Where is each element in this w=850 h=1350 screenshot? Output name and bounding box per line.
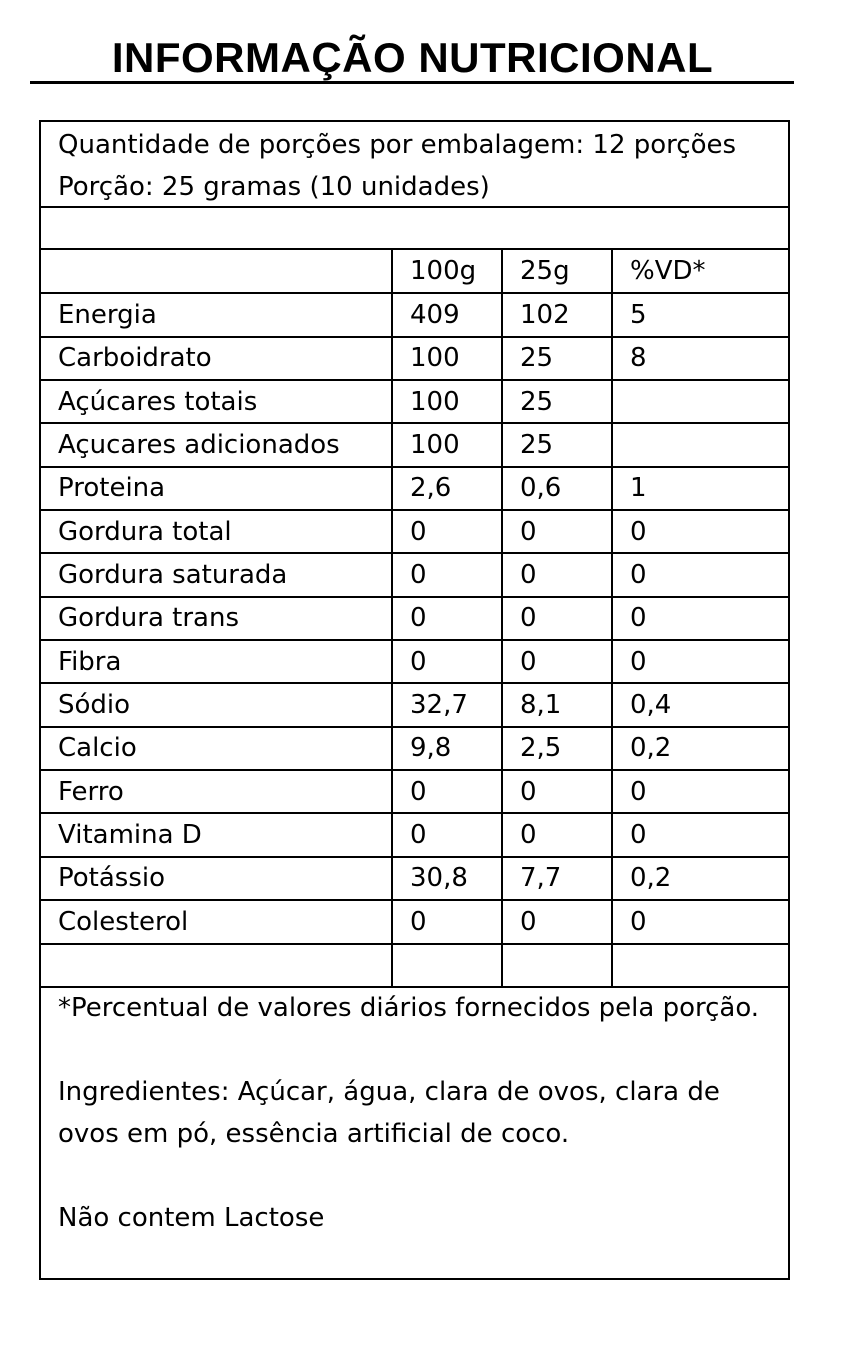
value-25g: 102	[502, 293, 612, 336]
value-100g: 0	[392, 597, 502, 640]
nutrient-name: Gordura trans	[41, 597, 392, 640]
column-header-nutrient	[41, 250, 392, 293]
table-row	[41, 727, 788, 770]
nutrient-name: Fibra	[41, 640, 392, 683]
lactose-note: Não contem Lactose	[58, 1203, 325, 1233]
nutrient-name: Proteina	[41, 467, 392, 510]
value-vd: 0	[612, 770, 788, 813]
empty-cell	[502, 944, 612, 987]
value-vd: 0	[612, 510, 788, 553]
value-25g: 0	[502, 510, 612, 553]
serving-size: Porção: 25 gramas (10 unidades)	[58, 172, 490, 202]
value-100g: 100	[392, 380, 502, 423]
value-25g: 7,7	[502, 857, 612, 900]
table-row	[41, 423, 788, 466]
vd-footnote: *Percentual de valores diários fornecidos pela porção.	[58, 993, 760, 1023]
value-vd	[612, 423, 788, 466]
nutrient-name: Ferro	[41, 770, 392, 813]
value-25g: 25	[502, 380, 612, 423]
value-25g: 0	[502, 597, 612, 640]
table-row	[41, 467, 788, 510]
value-25g: 25	[502, 423, 612, 466]
value-25g: 0	[502, 813, 612, 856]
value-100g: 0	[392, 900, 502, 943]
footer-notes	[41, 987, 788, 1239]
nutrition-facts-panel	[39, 120, 790, 1280]
value-25g: 0	[502, 553, 612, 596]
page-title: INFORMAÇÃO NUTRICIONAL	[111, 34, 714, 81]
value-100g: 32,7	[392, 683, 502, 726]
table-row	[41, 510, 788, 553]
value-25g: 0	[502, 770, 612, 813]
nutrient-name: Carboidrato	[41, 337, 392, 380]
table-row	[41, 683, 788, 726]
empty-cell	[392, 944, 502, 987]
table-row	[41, 293, 788, 336]
value-100g: 0	[392, 553, 502, 596]
value-vd: 0	[612, 597, 788, 640]
column-header-25g: 25g	[502, 250, 612, 293]
table-row	[41, 770, 788, 813]
value-100g: 30,8	[392, 857, 502, 900]
value-100g: 409	[392, 293, 502, 336]
value-100g: 9,8	[392, 727, 502, 770]
value-vd: 0,4	[612, 683, 788, 726]
spacer	[58, 1029, 771, 1071]
nutrient-name: Energia	[41, 293, 392, 336]
value-vd: 5	[612, 293, 788, 336]
table-header-row	[41, 250, 788, 293]
table-row	[41, 380, 788, 423]
empty-cell	[41, 944, 392, 987]
spacer	[58, 1155, 771, 1197]
value-vd	[612, 380, 788, 423]
empty-cell	[612, 944, 788, 987]
empty-table-row	[41, 944, 788, 987]
nutrition-table	[41, 250, 788, 988]
title-underline	[30, 81, 794, 84]
table-row	[41, 597, 788, 640]
table-row	[41, 337, 788, 380]
table-row	[41, 640, 788, 683]
value-vd: 0	[612, 900, 788, 943]
value-100g: 0	[392, 770, 502, 813]
value-25g: 0	[502, 640, 612, 683]
value-vd: 1	[612, 467, 788, 510]
table-row	[41, 813, 788, 856]
table-row	[41, 857, 788, 900]
value-25g: 8,1	[502, 683, 612, 726]
value-25g: 2,5	[502, 727, 612, 770]
nutrient-name: Potássio	[41, 857, 392, 900]
value-vd: 8	[612, 337, 788, 380]
value-25g: 0	[502, 900, 612, 943]
nutrient-name: Sódio	[41, 683, 392, 726]
nutrient-name: Açucares adicionados	[41, 423, 392, 466]
nutrient-name: Gordura total	[41, 510, 392, 553]
table-row	[41, 553, 788, 596]
nutrient-name: Gordura saturada	[41, 553, 392, 596]
table-row	[41, 900, 788, 943]
nutrient-name: Colesterol	[41, 900, 392, 943]
value-100g: 100	[392, 423, 502, 466]
nutrient-name: Calcio	[41, 727, 392, 770]
column-header-vd: %VD*	[612, 250, 788, 293]
ingredients-list: Ingredientes: Açúcar, água, clara de ovos, clara de ovos em pó, essência artificial de coco.	[58, 1077, 720, 1149]
value-vd: 0	[612, 553, 788, 596]
column-header-100g: 100g	[392, 250, 502, 293]
serving-info	[41, 122, 788, 208]
value-100g: 0	[392, 813, 502, 856]
value-100g: 0	[392, 510, 502, 553]
value-vd: 0	[612, 640, 788, 683]
nutrient-name: Açúcares totais	[41, 380, 392, 423]
value-vd: 0,2	[612, 857, 788, 900]
value-vd: 0,2	[612, 727, 788, 770]
servings-per-package: Quantidade de porções por embalagem: 12 porções	[58, 130, 737, 160]
value-vd: 0	[612, 813, 788, 856]
value-100g: 100	[392, 337, 502, 380]
blank-row	[41, 208, 788, 250]
value-25g: 25	[502, 337, 612, 380]
nutrient-name: Vitamina D	[41, 813, 392, 856]
value-100g: 2,6	[392, 467, 502, 510]
value-25g: 0,6	[502, 467, 612, 510]
value-100g: 0	[392, 640, 502, 683]
